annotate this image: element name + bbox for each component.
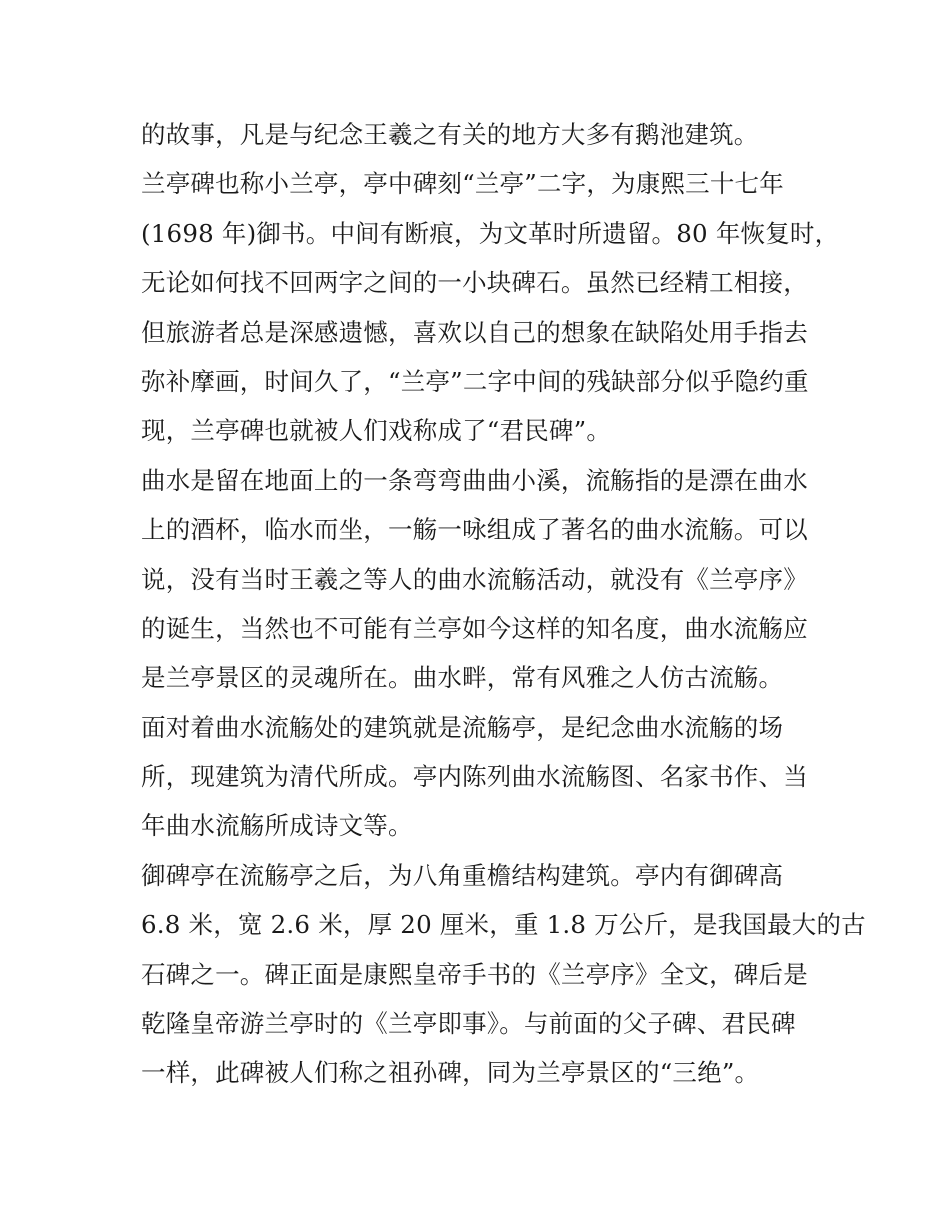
text-line: 御碑亭在流觞亭之后，为八角重檐结构建筑。亭内有御碑高 [141, 860, 784, 890]
text-line: 无论如何找不回两字之间的一小块碑石。虽然已经精工相接， [141, 268, 808, 298]
text-line: 兰亭碑也称小兰亭，亭中碑刻“兰亭”二字，为康熙三十七年 [141, 169, 784, 199]
text-line: 上的酒杯，临水而坐，一觞一咏组成了著名的曲水流觞。可以 [141, 515, 808, 545]
text-line: 弥补摩画，时间久了，“兰亭”二字中间的残缺部分似乎隐约重 [141, 366, 809, 396]
text-line: 的故事，凡是与纪念王羲之有关的地方大多有鹅池建筑。 [141, 120, 759, 149]
body-text [141, 110, 866, 1098]
text-line: 年曲水流觞所成诗文等。 [141, 811, 413, 841]
text-line: 石碑之一。碑正面是康熙皇帝手书的《兰亭序》全文，碑后是 [141, 959, 808, 989]
text-line: 现，兰亭碑也就被人们戏称成了“君民碑”。 [141, 416, 612, 446]
text-line: 的诞生，当然也不可能有兰亭如今这样的知名度，曲水流觞应 [141, 613, 808, 643]
text-line: 是兰亭景区的灵魂所在。曲水畔，常有风雅之人仿古流觞。 [141, 663, 784, 693]
text-line: 说，没有当时王羲之等人的曲水流觞活动，就没有《兰亭序》 [141, 564, 808, 594]
text-line: 乾隆皇帝游兰亭时的《兰亭即事》。与前面的父子碑、君民碑 [141, 1009, 796, 1039]
text-line: 但旅游者总是深感遗憾，喜欢以自己的想象在缺陷处用手指去 [141, 317, 808, 347]
text-line: 曲水是留在地面上的一条弯弯曲曲小溪，流觞指的是漂在曲水 [141, 465, 808, 495]
text-line: 6.8 米，宽 2.6 米，厚 20 厘米，重 1.8 万公斤，是我国最大的古 [141, 910, 866, 940]
text-line: 所，现建筑为清代所成。亭内陈列曲水流觞图、名家书作、当 [141, 762, 808, 792]
text-line: 一样，此碑被人们称之祖孙碑，同为兰亭景区的“三绝”。 [141, 1058, 760, 1088]
text-line: (1698 年)御书。中间有断痕，为文革时所遗留。80 年恢复时， [141, 218, 840, 248]
text-line: 面对着曲水流觞处的建筑就是流觞亭，是纪念曲水流觞的场 [141, 712, 784, 742]
